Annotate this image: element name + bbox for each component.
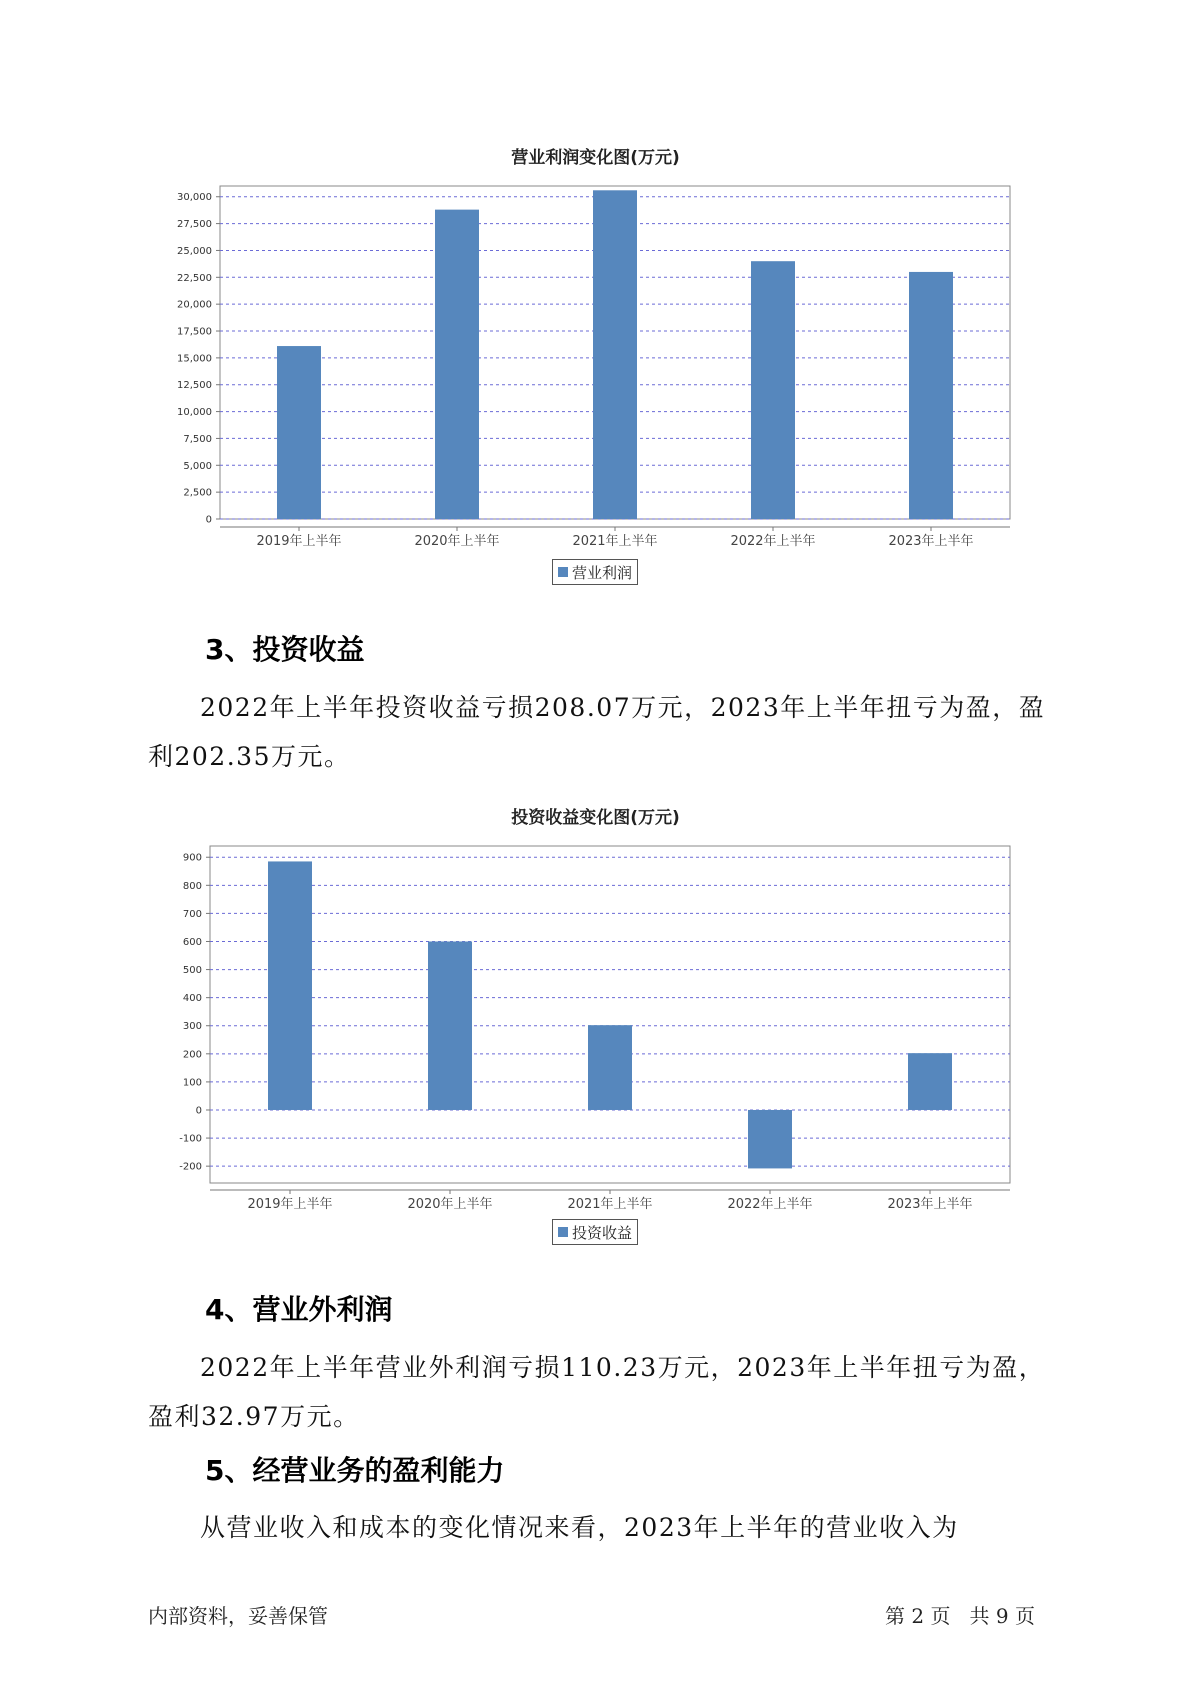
y-tick-label: 900 [182,852,202,864]
x-tick-label: 2021年上半年 [567,1197,653,1212]
y-tick-label: 12,500 [177,380,212,392]
chart1-title: 营业利润变化图(万元) [511,148,680,168]
x-tick-label: 2021年上半年 [572,534,658,549]
y-tick-label: -200 [179,1161,202,1173]
section-5-paragraph: 从营业收入和成本的变化情况来看，2023年上半年的营业收入为 [200,1513,959,1542]
y-tick-label: 0 [195,1105,202,1117]
footer-confidential: 内部资料，妥善保管 [148,1604,328,1628]
section-4-paragraph: 2022年上半年营业外利润亏损110.23万元，2023年上半年扭亏为盈，盈利32.97万元。 [148,1353,1046,1431]
y-tick-label: 17,500 [177,326,212,338]
legend-swatch-icon [558,567,568,577]
y-tick-label: 10,000 [177,407,212,419]
y-tick-label: 500 [182,965,202,977]
footer-page-number: 第 2 页 共 9 页 [885,1604,1035,1628]
x-tick-label: 2019年上半年 [247,1197,333,1212]
y-tick-label: 700 [182,908,202,920]
chart2-legend [552,1219,638,1245]
bar [277,346,321,519]
bar [751,261,795,519]
y-tick-label: 20,000 [177,299,212,311]
y-tick-label: 0 [205,514,212,526]
y-tick-label: 400 [182,993,202,1005]
chart2-legend-label: 投资收益 [572,1223,633,1242]
y-tick-label: 200 [182,1049,202,1061]
chart1-legend [552,559,638,585]
section-5-heading: 5、经营业务的盈利能力 [205,1454,505,1487]
x-tick-label: 2019年上半年 [256,534,342,549]
section-4-heading: 4、营业外利润 [205,1293,393,1326]
section-3-heading: 3、投资收益 [205,633,365,666]
y-tick-label: 5,000 [183,460,212,472]
bar [593,190,637,519]
legend-swatch-icon [558,1227,568,1237]
x-tick-label: 2020年上半年 [407,1197,493,1212]
y-tick-label: 27,500 [177,219,212,231]
y-tick-label: 100 [182,1077,202,1089]
x-tick-label: 2020年上半年 [414,534,500,549]
x-tick-label: 2023年上半年 [887,1197,973,1212]
bar [428,941,472,1110]
plot-area [220,186,1010,519]
y-tick-label: 22,500 [177,272,212,284]
y-tick-label: 600 [182,936,202,948]
section-3-paragraph: 2022年上半年投资收益亏损208.07万元，2023年上半年扭亏为盈，盈利202.35万元。 [148,693,1046,771]
bar [908,1053,952,1110]
y-tick-label: 25,000 [177,245,212,257]
y-tick-label: -100 [179,1133,202,1145]
bar [435,210,479,519]
chart2-title: 投资收益变化图(万元) [511,808,680,828]
x-tick-label: 2023年上半年 [888,534,974,549]
y-tick-label: 800 [182,880,202,892]
chart1-legend-label: 营业利润 [572,563,633,582]
x-tick-label: 2022年上半年 [730,534,816,549]
x-tick-label: 2022年上半年 [727,1197,813,1212]
bar [588,1025,632,1110]
y-tick-label: 300 [182,1021,202,1033]
plot-area [210,846,1010,1183]
y-tick-label: 30,000 [177,192,212,204]
y-tick-label: 15,000 [177,353,212,365]
bar [748,1110,792,1168]
y-tick-label: 7,500 [183,433,212,445]
bar [909,272,953,519]
y-tick-label: 2,500 [183,487,212,499]
bar [268,861,312,1110]
